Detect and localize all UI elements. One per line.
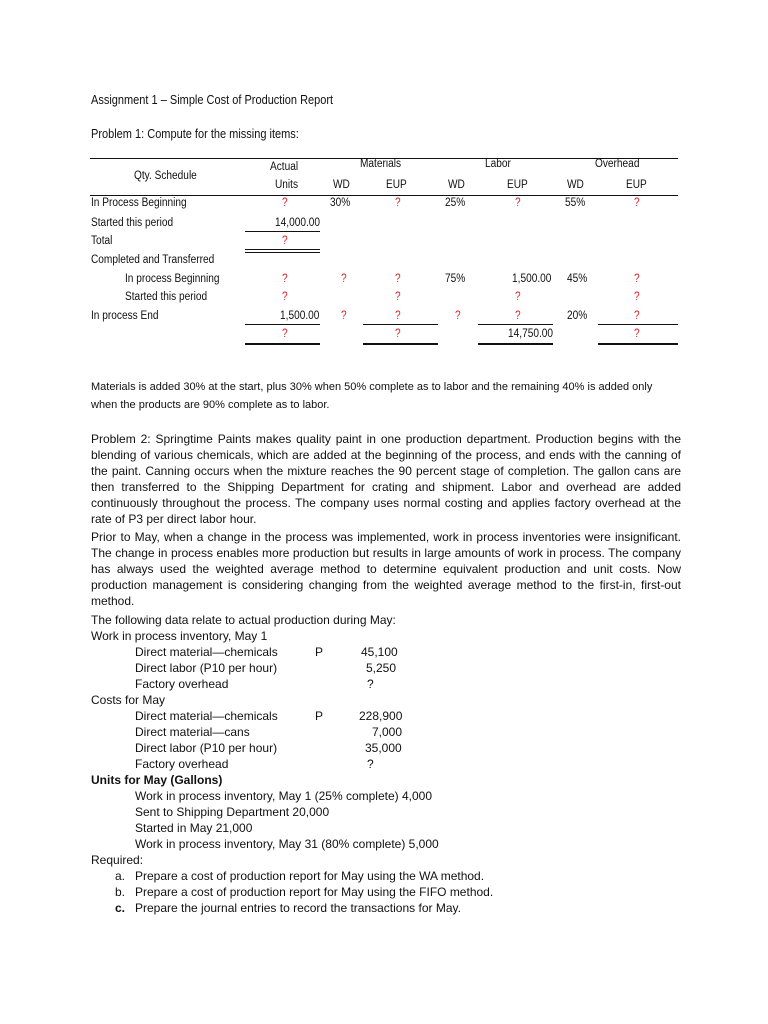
list-item: Factory overhead ? <box>135 757 374 771</box>
cell-o-wd: 55% <box>565 197 586 209</box>
required-heading: Required: <box>91 853 144 867</box>
materials-end-rule <box>363 324 438 325</box>
header-labor-wd: WD <box>448 179 465 191</box>
cell-o-eup: ? <box>634 273 640 285</box>
cell-l-eup: 1,500.00 <box>512 273 552 285</box>
cell-units: 14,000.00 <box>275 217 321 229</box>
cell-units: ? <box>282 235 288 247</box>
overhead-end-rule <box>598 324 678 325</box>
cell-o-eup: ? <box>634 197 640 209</box>
cell-o-eup: ? <box>634 291 640 303</box>
row-label-total: Total <box>91 235 113 247</box>
cell-l-eup: ? <box>515 310 521 322</box>
cell-o-eup: ? <box>634 310 640 322</box>
header-labor-eup: EUP <box>507 179 528 191</box>
list-item: Sent to Shipping Department 20,000 <box>135 805 330 819</box>
list-item: Direct labor (P10 per hour) 5,250 <box>135 661 397 675</box>
units-subtotal-rule <box>245 231 320 232</box>
units-end-rule <box>245 324 320 325</box>
list-item: Direct material—chemicals P 228,900 <box>135 709 403 723</box>
units-total-rule-2 <box>245 252 320 253</box>
cell-l-eup-total: 14,750.00 <box>508 328 554 340</box>
header-qty-schedule: Qty. Schedule <box>134 170 197 182</box>
materials-note: Materials is added 30% at the start, plus 30% when 50% complete as to labor and the remaining 40% is added only when the products are 90% complete as to labor. <box>91 381 653 411</box>
header-materials-eup: EUP <box>386 179 407 191</box>
assignment-title: Assignment 1 – Simple Cost of Production Report <box>91 93 334 107</box>
cell-units-total: ? <box>282 328 288 340</box>
header-overhead: Overhead <box>595 158 640 170</box>
row-label-completed-transferred: Completed and Transferred <box>91 254 215 266</box>
problem2-paragraph-1: Problem 2: Springtime Paints makes quality paint in one production department. Production begins with the blending of various chemicals, which are added at the beginning of the process, and ends with the canning of the paint. Canning occurs when the mixture reaches the 90 percent stage of completion. The gallon cans are then transferred to the Shipping Department for crating and shipment. Labor and overhead are added continuously throughout the process. The company uses normal costing and applies factory overhead at the rate of P3 per direct labor hour. <box>91 432 681 526</box>
list-item: Direct material—chemicals P 45,100 <box>135 645 398 659</box>
cell-m-wd: 30% <box>330 197 351 209</box>
header-rule <box>90 195 678 196</box>
list-item: Direct material—cans 7,000 <box>135 725 403 739</box>
cell-m-eup: ? <box>395 291 401 303</box>
materials-double-rule <box>363 343 438 345</box>
cell-units: ? <box>282 197 288 209</box>
cell-m-eup: ? <box>395 197 401 209</box>
header-labor: Labor <box>485 158 511 170</box>
cell-l-wd: ? <box>455 310 461 322</box>
cell-o-wd: 20% <box>567 310 588 322</box>
units-total-rule-1 <box>245 249 320 250</box>
cell-m-eup-total: ? <box>395 328 401 340</box>
list-item: Work in process inventory, May 1 (25% complete) 4,000 <box>135 789 433 803</box>
list-item: Started in May 21,000 <box>135 821 253 835</box>
cell-o-wd: 45% <box>567 273 588 285</box>
cell-m-eup: ? <box>395 310 401 322</box>
costs-heading: Costs for May <box>91 693 166 707</box>
overhead-double-rule <box>598 343 678 345</box>
labor-end-rule <box>478 324 553 325</box>
header-actual: Actual <box>270 161 299 173</box>
units-double-rule <box>245 343 320 345</box>
header-overhead-eup: EUP <box>626 179 647 191</box>
list-item: a. Prepare a cost of production report for May using the WA method. <box>115 869 485 883</box>
wip-heading: Work in process inventory, May 1 <box>91 629 268 643</box>
cell-o-eup-total: ? <box>634 328 640 340</box>
row-label-ip-beginning: In Process Beginning <box>91 197 187 209</box>
row-label-started-completed: Started this period <box>125 291 208 303</box>
cost-table <box>90 156 678 351</box>
cell-m-wd: ? <box>341 310 347 322</box>
header-materials: Materials <box>360 158 402 170</box>
list-item: Direct labor (P10 per hour) 35,000 <box>135 741 402 755</box>
problem2-paragraph-2: Prior to May, when a change in the process was implemented, work in process inventories were insignificant. The change in process enables more production but results in large amounts of work in process. The company has always used the weighted average method to determine equivalent production and unit costs. Now production management is considering changing from the weighted average method to the first-in, first-out method. <box>91 530 681 608</box>
data-intro: The following data relate to actual production during May: <box>91 613 396 627</box>
production-data <box>91 612 494 916</box>
cell-l-eup: ? <box>515 291 521 303</box>
units-heading: Units for May (Gallons) <box>91 773 223 787</box>
header-units: Units <box>275 179 299 191</box>
cell-units: 1,500.00 <box>280 310 320 322</box>
list-item: Factory overhead ? <box>135 677 374 691</box>
row-label-started: Started this period <box>91 217 174 229</box>
header-materials-wd: WD <box>333 179 350 191</box>
cell-m-wd: ? <box>341 273 347 285</box>
cell-m-eup: ? <box>395 273 401 285</box>
cell-units: ? <box>282 291 288 303</box>
list-item: b. Prepare a cost of production report for May using the FIFO method. <box>115 885 494 899</box>
cell-l-eup: ? <box>515 197 521 209</box>
problem1-heading: Problem 1: Compute for the missing items: <box>91 127 299 141</box>
cell-l-wd: 75% <box>445 273 466 285</box>
labor-double-rule <box>478 343 553 345</box>
list-item: c. Prepare the journal entries to record the transactions for May. <box>115 901 461 915</box>
header-overhead-wd: WD <box>567 179 584 191</box>
row-label-ip-end: In process End <box>91 310 159 322</box>
row-label-ip-beginning-completed: In process Beginning <box>125 273 220 285</box>
cell-l-wd: 25% <box>445 197 466 209</box>
list-item: Work in process inventory, May 31 (80% complete) 5,000 <box>135 837 439 851</box>
cell-units: ? <box>282 273 288 285</box>
